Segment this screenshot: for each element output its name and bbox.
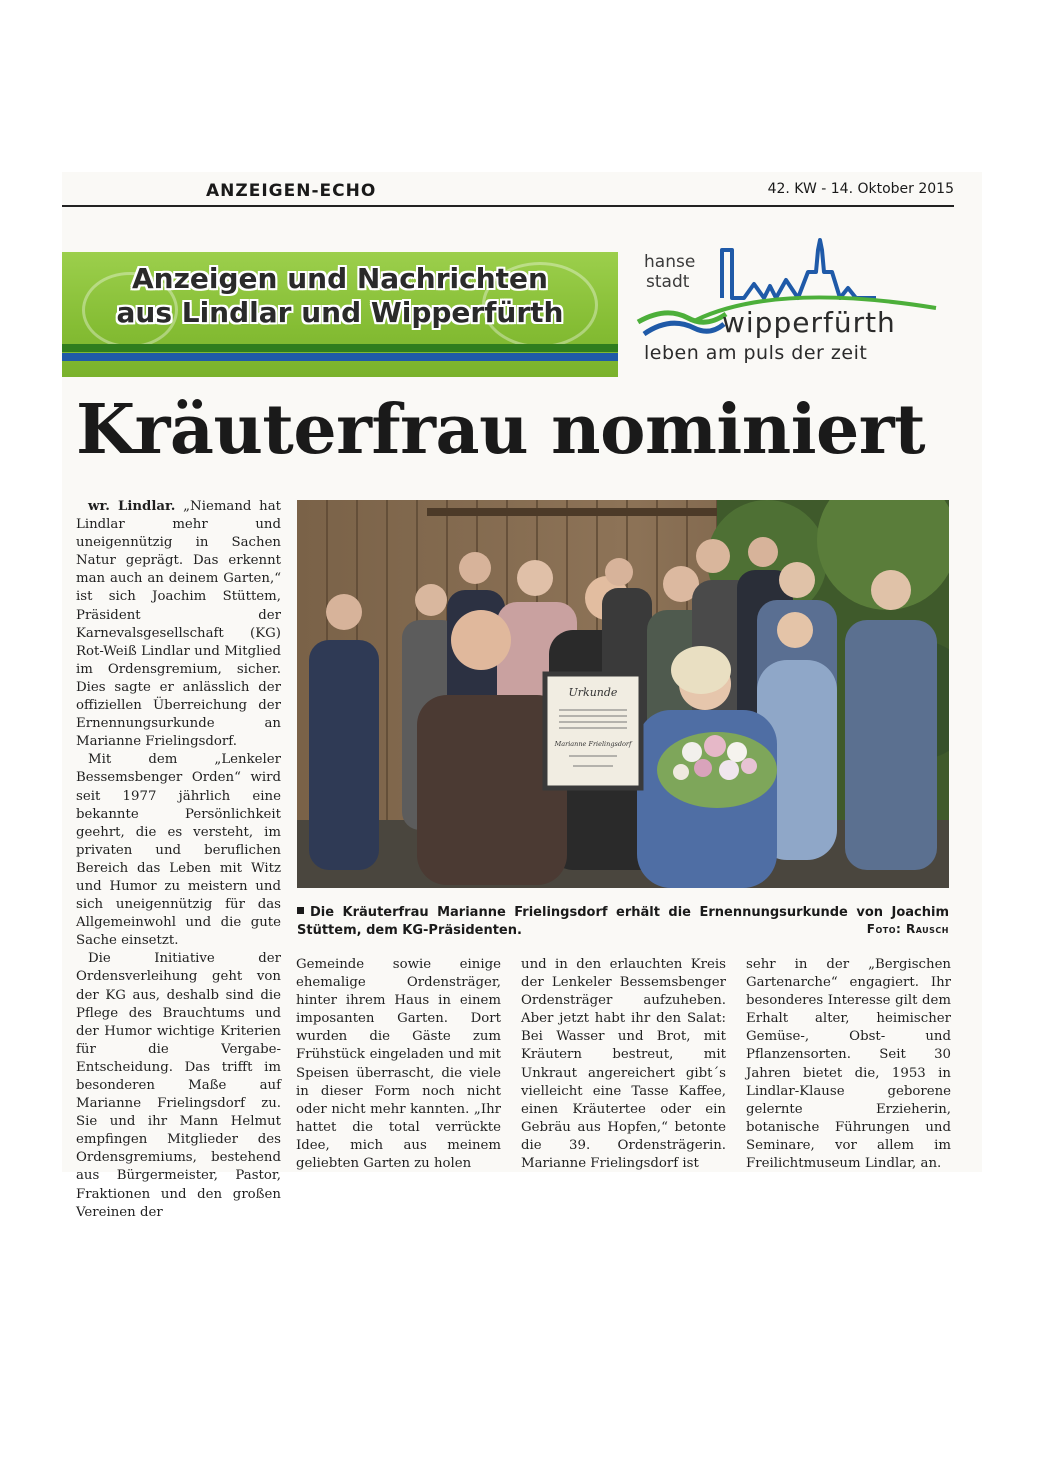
article-column-2: [296, 956, 501, 1173]
certificate-name: Marianne Frielingsdorf: [554, 740, 632, 748]
banner-stripe-green: [62, 344, 618, 352]
regional-banner: [62, 252, 618, 377]
article-column-3: [521, 956, 726, 1173]
article-column-1: [76, 498, 281, 1222]
group-photo-illustration: [297, 500, 949, 888]
certificate-title: Urkunde: [568, 686, 618, 699]
article-headline: Kräuterfrau nominiert: [76, 390, 926, 470]
article-paragraph: wr. Lindlar. „Niemand hat Lindlar mehr und uneigennützig in Sachen Natur geprägt. Das erkennt man auch an deinem Garten,“ ist sich Joachim Stüttem, Präsident der Karnevalsgesellschaft (KG) Rot-Weiß Lindlar und Mitglied im Ordensgremium, sicher. Dies sagte er anlässlich der offiziellen Überreichung der Ernennungsurkunde an Marianne Frielingsdorf.: [76, 499, 281, 750]
article-photo: [297, 500, 949, 888]
header-rule: [62, 205, 954, 207]
article-paragraph: und in den erlauchten Kreis der Lenkeler Bessemsbenger Ordensträger aufzuheben. Aber jetzt habt ihr den Salat: Bei Wasser und Brot, mit Kräutern bestreut, mit Unkraut angereichert gibt´s vielleicht eine Tasse Kaffee, einen Kräutertee oder ein Gebräu aus Hopfen,“ betonte die 39. Ordensträgerin. Marianne Frielingsdorf ist: [521, 957, 726, 1172]
banner-line-1: Anzeigen und Nachrichten: [132, 262, 548, 295]
issue-date: 42. KW - 14. Oktober 2015: [767, 181, 954, 197]
article-column-4: [746, 956, 951, 1173]
article-paragraph: Die Initiative der Ordensverleihung geht von der KG aus, deshalb sind die Pflege des Brauchtums und der Humor wichtige Kriterien für die Vergabe-Entscheidung. Das trifft im besonderen Maße auf Marianne Frielingsdorf zu. Sie und ihr Mann Helmut empfingen Mitglieder des Ordensgremiums, bestehend aus Bürgermeister, Pastor, Fraktionen und den großen Vereinen der: [76, 951, 281, 1220]
banner-stripe-blue: [62, 353, 618, 361]
article-lead: wr. Lindlar.: [88, 499, 176, 514]
article-paragraph: Gemeinde sowie einige ehemalige Ordensträger, hinter ihrem Haus in einem imposanten Garten. Dort wurden die Gäste zum Frühstück eingeladen und mit Speisen überrascht, die viele in dieser Form noch nicht oder nicht mehr kannten. „Ihr hattet die total verrückte Idee, mich aus meinem geliebten Garten zu holen: [296, 957, 501, 1172]
logo-stadt: stadt: [646, 272, 690, 292]
photo-caption: Die Kräuterfrau Marianne Frielingsdorf erhält die Ernennungsurkunde von Joachim Stüttem, dem KG-Präsidenten.: [297, 905, 949, 938]
logo-name: wipperfürth: [722, 306, 896, 339]
logo-hanse: hanse: [644, 252, 696, 272]
caption-bullet: [297, 907, 304, 914]
photo-credit: Foto: Rausch: [866, 922, 949, 936]
wipperfuerth-logo: [636, 236, 946, 371]
flower-bouquet: [657, 732, 777, 808]
banner-line-2: aus Lindlar und Wipperfürth: [116, 296, 564, 329]
article-paragraph: sehr in der „Bergischen Gartenarche“ engagiert. Ihr besonderes Interesse gilt dem Erhalt alter, heimischer Gemüse-, Obst- und Pflanzensorten. Seit 30 Jahren bietet die, 1953 in Lindlar-Klause geborene gelernte Erzieherin, botanische Führungen und Seminare, vor allem im Freilichtmuseum Lindlar, an.: [746, 957, 951, 1172]
logo-slogan: leben am puls der zeit: [644, 342, 868, 364]
section-title: ANZEIGEN-ECHO: [206, 181, 377, 201]
article-paragraph: Mit dem „Lenkeler Bessemsbenger Orden“ wird seit 1977 jährlich eine bekannte Persönlichkeit geehrt, die es versteht, im privaten und beruflichen Bereich das Leben mit Witz und Humor zu meistern und sich uneigennützig für das Allgemeinwohl und die gute Sache einsetzt.: [76, 752, 281, 949]
